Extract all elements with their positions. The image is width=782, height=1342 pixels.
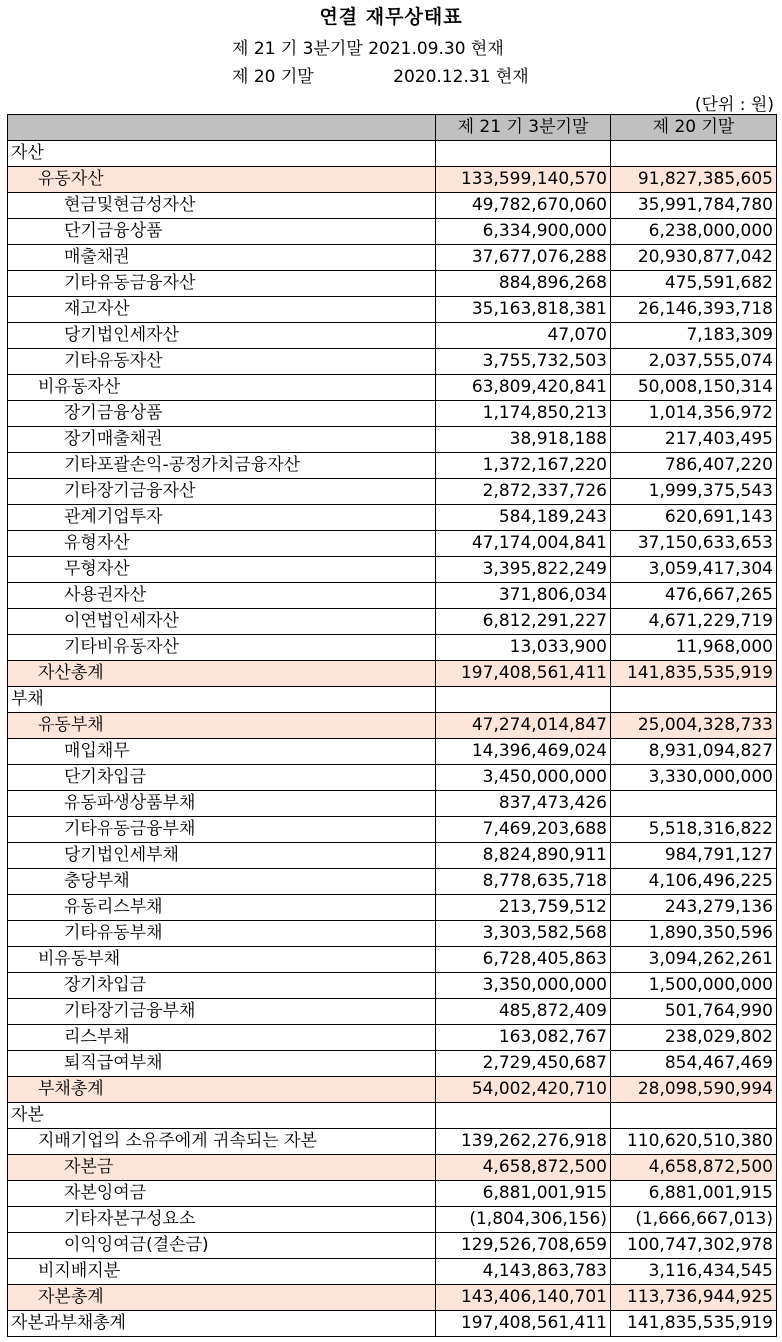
prior-period-amount <box>611 1103 777 1129</box>
prior-period-amount <box>611 141 777 167</box>
account-name: 현금및현금성자산 <box>8 193 436 219</box>
current-period-amount: 6,881,001,915 <box>436 1181 611 1207</box>
account-name: 비유동자산 <box>8 375 436 401</box>
current-period-amount <box>436 141 611 167</box>
account-name: 기타유동부채 <box>8 921 436 947</box>
unit-label: (단위 : 원) <box>694 95 774 115</box>
table-row <box>8 1129 777 1155</box>
account-name: 무형자산 <box>8 557 436 583</box>
column-header-current: 제 21 기 3분기말 <box>436 115 611 141</box>
current-period-amount: 143,406,140,701 <box>436 1285 611 1311</box>
prior-period-amount: 113,736,944,925 <box>611 1285 777 1311</box>
table-row <box>8 661 777 687</box>
account-name: 자본잉여금 <box>8 1181 436 1207</box>
prior-period-amount: 35,991,784,780 <box>611 193 777 219</box>
account-name: 부채 <box>8 687 436 713</box>
account-name: 기타장기금융자산 <box>8 479 436 505</box>
current-period-amount: 13,033,900 <box>436 635 611 661</box>
prior-period-amount: 217,403,495 <box>611 427 777 453</box>
table-row <box>8 843 777 869</box>
current-period-amount: 4,143,863,783 <box>436 1259 611 1285</box>
prior-period-amount: (1,666,667,013) <box>611 1207 777 1233</box>
prior-period-amount: 5,518,316,822 <box>611 817 777 843</box>
current-period-amount: 3,450,000,000 <box>436 765 611 791</box>
table-row <box>8 531 777 557</box>
prior-period-amount: 984,791,127 <box>611 843 777 869</box>
current-period-amount: 2,872,337,726 <box>436 479 611 505</box>
account-name: 사용권자산 <box>8 583 436 609</box>
account-name: 자본 <box>8 1103 436 1129</box>
account-name: 이익잉여금(결손금) <box>8 1233 436 1259</box>
current-period-amount: 129,526,708,659 <box>436 1233 611 1259</box>
account-name: 리스부채 <box>8 1025 436 1051</box>
table-row <box>8 895 777 921</box>
prior-period-amount: 2,037,555,074 <box>611 349 777 375</box>
account-name: 비지배지분 <box>8 1259 436 1285</box>
current-period-amount <box>436 1103 611 1129</box>
prior-period <box>232 62 529 87</box>
current-period-label: 제 21 기 3분기말 <box>232 39 363 59</box>
table-row <box>8 1311 777 1337</box>
current-period-amount: 49,782,670,060 <box>436 193 611 219</box>
account-name: 장기금융상품 <box>8 401 436 427</box>
table-row <box>8 349 777 375</box>
current-period-amount: 2,729,450,687 <box>436 1051 611 1077</box>
table-row <box>8 1233 777 1259</box>
prior-period-amount: 3,116,434,545 <box>611 1259 777 1285</box>
table-body <box>8 141 777 1337</box>
current-period-amount: 37,677,076,288 <box>436 245 611 271</box>
current-period-amount: 3,350,000,000 <box>436 973 611 999</box>
prior-period-amount <box>611 791 777 817</box>
account-name: 자본금 <box>8 1155 436 1181</box>
prior-period-amount: 786,407,220 <box>611 453 777 479</box>
table-row <box>8 817 777 843</box>
table-row <box>8 609 777 635</box>
current-period-amount: 837,473,426 <box>436 791 611 817</box>
table-row <box>8 791 777 817</box>
prior-period-amount: 100,747,302,978 <box>611 1233 777 1259</box>
table-row <box>8 713 777 739</box>
current-period-amount: 584,189,243 <box>436 505 611 531</box>
table-row <box>8 297 777 323</box>
table-row <box>8 453 777 479</box>
current-period-amount: 3,303,582,568 <box>436 921 611 947</box>
prior-period-amount: 20,930,877,042 <box>611 245 777 271</box>
table-row <box>8 1077 777 1103</box>
prior-period-amount: 854,467,469 <box>611 1051 777 1077</box>
prior-period-amount: 501,764,990 <box>611 999 777 1025</box>
account-name: 유동파생상품부채 <box>8 791 436 817</box>
table-row <box>8 193 777 219</box>
table-row <box>8 635 777 661</box>
statement-header <box>0 0 782 114</box>
table-row <box>8 427 777 453</box>
current-period-amount: 133,599,140,570 <box>436 167 611 193</box>
current-period-amount: 8,824,890,911 <box>436 843 611 869</box>
table-row <box>8 921 777 947</box>
table-row <box>8 505 777 531</box>
account-name: 지배기업의 소유주에게 귀속되는 자본 <box>8 1129 436 1155</box>
account-name: 유형자산 <box>8 531 436 557</box>
current-period-amount: 54,002,420,710 <box>436 1077 611 1103</box>
account-name: 부채총계 <box>8 1077 436 1103</box>
account-name: 장기매출채권 <box>8 427 436 453</box>
prior-period-amount: 1,500,000,000 <box>611 973 777 999</box>
current-period-amount: 6,334,900,000 <box>436 219 611 245</box>
account-name: 단기차입금 <box>8 765 436 791</box>
table-row <box>8 1025 777 1051</box>
table-row <box>8 271 777 297</box>
prior-period-amount: 26,146,393,718 <box>611 297 777 323</box>
prior-period-amount: 110,620,510,380 <box>611 1129 777 1155</box>
account-name: 기타유동금융부채 <box>8 817 436 843</box>
prior-period-amount: 11,968,000 <box>611 635 777 661</box>
column-header-prior: 제 20 기말 <box>611 115 777 141</box>
current-period-amount: 3,395,822,249 <box>436 557 611 583</box>
current-period-amount: 8,778,635,718 <box>436 869 611 895</box>
table-row <box>8 1155 777 1181</box>
prior-period-amount: 1,890,350,596 <box>611 921 777 947</box>
current-period-amount <box>436 687 611 713</box>
table-row <box>8 167 777 193</box>
statement-title: 연결 재무상태표 <box>319 6 463 28</box>
account-name: 비유동부채 <box>8 947 436 973</box>
table-row <box>8 973 777 999</box>
prior-period-amount: 28,098,590,994 <box>611 1077 777 1103</box>
current-period-amount: 163,082,767 <box>436 1025 611 1051</box>
prior-period-amount: 620,691,143 <box>611 505 777 531</box>
account-name: 자산총계 <box>8 661 436 687</box>
current-period-amount: 884,896,268 <box>436 271 611 297</box>
current-period-amount: 6,728,405,863 <box>436 947 611 973</box>
current-period-amount: 1,174,850,213 <box>436 401 611 427</box>
table-row <box>8 141 777 167</box>
prior-period-amount: 6,881,001,915 <box>611 1181 777 1207</box>
account-name: 기타장기금융부채 <box>8 999 436 1025</box>
table-row <box>8 1103 777 1129</box>
prior-period-amount: 91,827,385,605 <box>611 167 777 193</box>
prior-period-amount: 7,183,309 <box>611 323 777 349</box>
account-name: 매입채무 <box>8 739 436 765</box>
account-name: 퇴직급여부채 <box>8 1051 436 1077</box>
account-name: 유동리스부채 <box>8 895 436 921</box>
current-period-amount: 63,809,420,841 <box>436 375 611 401</box>
prior-period-label: 제 20 기말 <box>232 67 314 87</box>
prior-period-amount: 1,999,375,543 <box>611 479 777 505</box>
table-row <box>8 739 777 765</box>
current-period-amount: 485,872,409 <box>436 999 611 1025</box>
prior-period-amount <box>611 687 777 713</box>
current-period-amount: 14,396,469,024 <box>436 739 611 765</box>
current-period-amount: 4,658,872,500 <box>436 1155 611 1181</box>
prior-period-amount: 25,004,328,733 <box>611 713 777 739</box>
account-name: 장기차입금 <box>8 973 436 999</box>
table-row <box>8 999 777 1025</box>
table-row <box>8 947 777 973</box>
prior-period-amount: 3,094,262,261 <box>611 947 777 973</box>
table-row <box>8 687 777 713</box>
prior-period-amount: 1,014,356,972 <box>611 401 777 427</box>
prior-period-amount: 3,059,417,304 <box>611 557 777 583</box>
current-period-amount: 1,372,167,220 <box>436 453 611 479</box>
prior-period-amount: 476,667,265 <box>611 583 777 609</box>
table-header-row <box>8 115 777 141</box>
prior-period-amount: 141,835,535,919 <box>611 661 777 687</box>
account-name: 자본총계 <box>8 1285 436 1311</box>
prior-period-amount: 4,658,872,500 <box>611 1155 777 1181</box>
table-row <box>8 869 777 895</box>
current-period-amount: 47,070 <box>436 323 611 349</box>
table-row <box>8 375 777 401</box>
prior-period-amount: 4,671,229,719 <box>611 609 777 635</box>
prior-period-amount: 37,150,633,653 <box>611 531 777 557</box>
table-row <box>8 401 777 427</box>
account-name: 충당부채 <box>8 869 436 895</box>
table-row <box>8 1207 777 1233</box>
current-period-amount: 213,759,512 <box>436 895 611 921</box>
account-name: 이연법인세자산 <box>8 609 436 635</box>
balance-sheet-table <box>7 114 777 1337</box>
prior-period-amount: 3,330,000,000 <box>611 765 777 791</box>
column-header-account <box>8 115 436 141</box>
prior-period-amount: 238,029,802 <box>611 1025 777 1051</box>
prior-period-amount: 141,835,535,919 <box>611 1311 777 1337</box>
account-name: 당기법인세자산 <box>8 323 436 349</box>
account-name: 관계기업투자 <box>8 505 436 531</box>
account-name: 자본과부채총계 <box>8 1311 436 1337</box>
table-row <box>8 1285 777 1311</box>
current-period-amount: 47,174,004,841 <box>436 531 611 557</box>
table-row <box>8 323 777 349</box>
current-period-amount: 7,469,203,688 <box>436 817 611 843</box>
current-period-amount: 197,408,561,411 <box>436 1311 611 1337</box>
current-period-amount: 139,262,276,918 <box>436 1129 611 1155</box>
account-name: 기타유동금융자산 <box>8 271 436 297</box>
table-row <box>8 1259 777 1285</box>
account-name: 재고자산 <box>8 297 436 323</box>
prior-period-date: 2020.12.31 현재 <box>393 67 529 87</box>
account-name: 유동부채 <box>8 713 436 739</box>
account-name: 기타자본구성요소 <box>8 1207 436 1233</box>
account-name: 기타포괄손익-공정가치금융자산 <box>8 453 436 479</box>
prior-period-amount: 475,591,682 <box>611 271 777 297</box>
account-name: 자산 <box>8 141 436 167</box>
current-period <box>232 34 504 59</box>
account-name: 단기금융상품 <box>8 219 436 245</box>
prior-period-amount: 8,931,094,827 <box>611 739 777 765</box>
current-period-date: 2021.09.30 현재 <box>368 39 504 59</box>
current-period-amount: (1,804,306,156) <box>436 1207 611 1233</box>
current-period-amount: 197,408,561,411 <box>436 661 611 687</box>
table-row <box>8 583 777 609</box>
prior-period-amount: 50,008,150,314 <box>611 375 777 401</box>
current-period-amount: 38,918,188 <box>436 427 611 453</box>
table-row <box>8 557 777 583</box>
account-name: 유동자산 <box>8 167 436 193</box>
table-row <box>8 245 777 271</box>
current-period-amount: 3,755,732,503 <box>436 349 611 375</box>
current-period-amount: 47,274,014,847 <box>436 713 611 739</box>
table-row <box>8 219 777 245</box>
current-period-amount: 6,812,291,227 <box>436 609 611 635</box>
current-period-amount: 371,806,034 <box>436 583 611 609</box>
prior-period-amount: 4,106,496,225 <box>611 869 777 895</box>
prior-period-amount: 243,279,136 <box>611 895 777 921</box>
table-row <box>8 765 777 791</box>
table-row <box>8 1051 777 1077</box>
account-name: 매출채권 <box>8 245 436 271</box>
table-row <box>8 479 777 505</box>
table-row <box>8 1181 777 1207</box>
prior-period-amount: 6,238,000,000 <box>611 219 777 245</box>
current-period-amount: 35,163,818,381 <box>436 297 611 323</box>
account-name: 기타유동자산 <box>8 349 436 375</box>
account-name: 당기법인세부채 <box>8 843 436 869</box>
account-name: 기타비유동자산 <box>8 635 436 661</box>
